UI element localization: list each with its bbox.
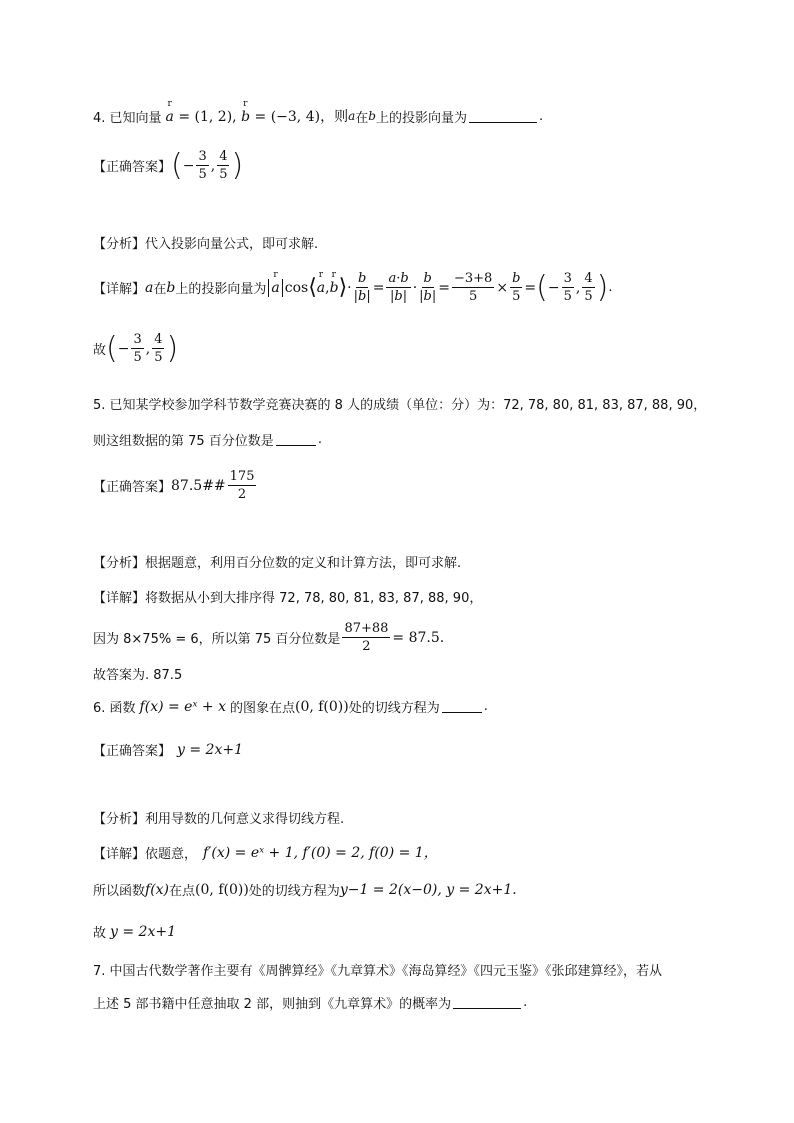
q5-answer — [93, 470, 258, 501]
vector-b: b — [423, 289, 432, 304]
vector-b: b — [400, 271, 409, 286]
frac-numerator: 3 — [198, 149, 207, 164]
vector-b: b — [394, 289, 403, 304]
answer-tag: 【正确答案】 — [93, 744, 172, 759]
answer-tag: 【正确答案】 — [93, 160, 172, 175]
vector-a: a — [388, 271, 397, 286]
frac-numerator: 4 — [154, 332, 163, 347]
detail-tag: 【详解】 — [93, 282, 146, 297]
q7-stem-line2: 上述 5 部书籍中任意抽取 2 部，则抽到《九章算术》的概率为 . — [93, 995, 528, 1012]
times-sign: × — [496, 279, 509, 296]
q4-a-inline: a — [348, 109, 356, 123]
q5-detail-line2 — [93, 622, 444, 653]
frac-denominator: |b| — [419, 289, 437, 304]
answer-blank — [442, 700, 482, 713]
q5-conclusion: 故答案为. 87.5 — [93, 668, 183, 683]
vector-b: r b — [330, 280, 339, 296]
frac-numerator: −3+8 — [454, 271, 493, 286]
fraction — [131, 333, 143, 364]
conclusion-equation: y = 2x+1 — [110, 923, 176, 940]
fraction — [419, 272, 436, 303]
function-expr: f(x) = eˣ + x — [139, 698, 226, 715]
detail-text: 依题意， — [145, 846, 198, 862]
fraction — [562, 272, 574, 303]
answer-equation: y = 2x+1 — [177, 741, 243, 758]
q6-detail-line1 — [93, 842, 438, 862]
q4-stem-mid: 在 — [355, 110, 369, 126]
q4-stem: 4. 已知向量 r a = (1, 2), r b = (−3, 4)，则 a 在 b 上的投影向量为 . — [93, 106, 543, 126]
q5-analysis: 【分析】根据题意，利用百分位数的定义和计算方法，即可求解. — [93, 556, 462, 571]
frac-numerator: 87+88 — [344, 621, 389, 636]
q6-analysis: 【分析】利用导数的几何意义求得切线方程. — [93, 812, 345, 827]
vector-b: b — [358, 289, 367, 304]
vector-a: a — [145, 279, 154, 296]
answer-blank — [469, 110, 537, 123]
frac-denominator: 5 — [584, 289, 593, 304]
q6-answer — [93, 740, 243, 759]
stem-text: 的图象在点 — [229, 701, 295, 716]
answer-text: 87.5## — [171, 477, 226, 494]
frac-denominator: 2 — [237, 487, 247, 502]
q6-detail-line2 — [93, 880, 517, 899]
q4-conclusion: 故 ( − $\frac{3}{5}$ , $\frac{4}{5}$ ) — [93, 330, 179, 366]
frac-numerator: 3 — [133, 332, 142, 347]
frac-numerator: 3 — [563, 271, 572, 286]
stem-text: 上述 5 部书籍中任意抽取 2 部，则抽到《九章算术》的概率为 — [93, 997, 452, 1012]
q4-analysis: 【分析】代入投影向量公式，即可求解. — [93, 237, 319, 252]
frac-denominator: |b| — [390, 289, 408, 304]
frac-numerator: b — [512, 271, 521, 286]
minus-sign: − — [182, 157, 195, 174]
detail-tag: 【详解】 — [93, 846, 146, 862]
point-expr: (0, f(0)) — [195, 881, 249, 898]
fraction — [217, 150, 229, 181]
q4-stem-prefix: 4. 已知向量 — [93, 110, 162, 126]
cos-label: cos — [284, 279, 309, 296]
q5-stem-line2: 则这组数据的第 75 百分位数是 . — [93, 432, 322, 449]
vector-b: b — [166, 279, 176, 296]
fraction — [196, 150, 208, 181]
frac-denominator: 5 — [198, 167, 207, 182]
fraction — [452, 272, 494, 303]
frac-denominator: 5 — [512, 289, 521, 304]
frac-denominator: 5 — [469, 289, 478, 304]
frac-numerator: 4 — [219, 149, 228, 164]
q5-stem-line1: 5. 已知某学校参加学科节数学竞赛决赛的 8 人的成绩（单位：分）为：72, 78, 80, 81, 83, 87, 88, 90， — [93, 398, 707, 413]
minus-sign: − — [547, 279, 560, 296]
fraction — [386, 272, 410, 303]
fraction — [582, 272, 594, 303]
stem-text: 处的切线方程为 — [348, 701, 440, 716]
fraction — [228, 470, 257, 501]
q4-detail: 【详解】 a 在 b 上的投影向量为 r a cos ⟨ r a , r b ⟩ · $\frac{b}{|b|}$ = $\frac{a\cdot b}{|b|}$ · $\frac{b}{|b|}$ = $\frac{-3+8}{5}$ × $\frac{b}{5}$ = ( − $\frac{3}{5}$ , $\frac{4}{5}$ ) . — [93, 272, 612, 303]
fraction — [342, 622, 390, 653]
detail-text: 在点 — [169, 884, 196, 899]
q6-conclusion — [93, 922, 176, 941]
frac-denominator: 5 — [154, 350, 163, 365]
frac-denominator: 2 — [362, 639, 371, 654]
function-expr: f(x) — [145, 881, 170, 898]
detail-text: 所以函数 — [93, 884, 146, 899]
vector-a: r a — [317, 280, 325, 296]
tangent-equation: y−1 = 2(x−0), y = 2x+1. — [339, 881, 517, 898]
frac-numerator: b — [358, 271, 367, 286]
derivative-expr: f′(x) = eˣ + 1, f′(0) = 2, f(0) = 1， — [203, 845, 438, 861]
frac-denominator: 5 — [563, 289, 572, 304]
detail-tag: 【详解】 — [93, 591, 146, 606]
detail-text: 因为 8×75% = 6，所以第 75 百分位数是 — [93, 632, 341, 647]
frac-denominator: |b| — [353, 289, 371, 304]
frac-numerator: a·b — [388, 271, 409, 286]
vector-b: r b — [241, 109, 250, 125]
vector-a: r a — [271, 280, 279, 296]
stem-text: 则这组数据的第 75 百分位数是 — [93, 434, 274, 449]
q6-stem: 6. 函数 f(x) = eˣ + x 的图象在点 (0, f(0)) 处的切线方程为 . — [93, 698, 488, 716]
answer-blank — [453, 996, 521, 1009]
q7-stem-line1: 7. 中国古代数学著作主要有《周髀算经》《九章算术》《海岛算经》《四元玉鉴》《张邱建算经》，若从 — [93, 964, 663, 979]
q4-eq2: = (−3, 4)，则 — [254, 109, 349, 125]
conclusion-prefix: 故 — [93, 926, 107, 941]
vector-a: r a — [166, 109, 174, 125]
fraction — [510, 272, 522, 303]
q4-eq1: = (1, 2), — [178, 109, 237, 125]
answer-tag: 【正确答案】 — [93, 480, 172, 495]
point-expr: (0, f(0)) — [294, 698, 349, 715]
conclusion-prefix: 故 — [93, 343, 107, 358]
stem-text: 6. 函数 — [93, 701, 136, 716]
detail-text: 上的投影向量为 — [175, 282, 267, 297]
frac-denominator: 5 — [133, 350, 142, 365]
detail-text: 处的切线方程为 — [248, 884, 340, 899]
frac-numerator: b — [423, 271, 432, 286]
frac-numerator: 4 — [584, 271, 593, 286]
q4-stem-suffix: 上的投影向量为 — [375, 110, 467, 126]
frac-denominator: 5 — [219, 167, 228, 182]
fraction — [152, 333, 164, 364]
q4-answer: 【正确答案】 ( − $\frac{3}{5}$ , $\frac{4}{5}$ ) — [93, 147, 244, 183]
q5-detail-line1 — [93, 587, 482, 606]
fraction — [354, 272, 371, 303]
detail-result: = 87.5. — [392, 629, 445, 646]
detail-text: 在 — [153, 282, 167, 297]
q4-b-inline: b — [368, 109, 376, 123]
frac-numerator: 175 — [229, 469, 255, 484]
detail-text: 将数据从小到大排序得 72, 78, 80, 81, 83, 87, 88, 90， — [145, 591, 483, 606]
minus-sign: − — [117, 340, 130, 357]
answer-blank — [276, 433, 316, 446]
